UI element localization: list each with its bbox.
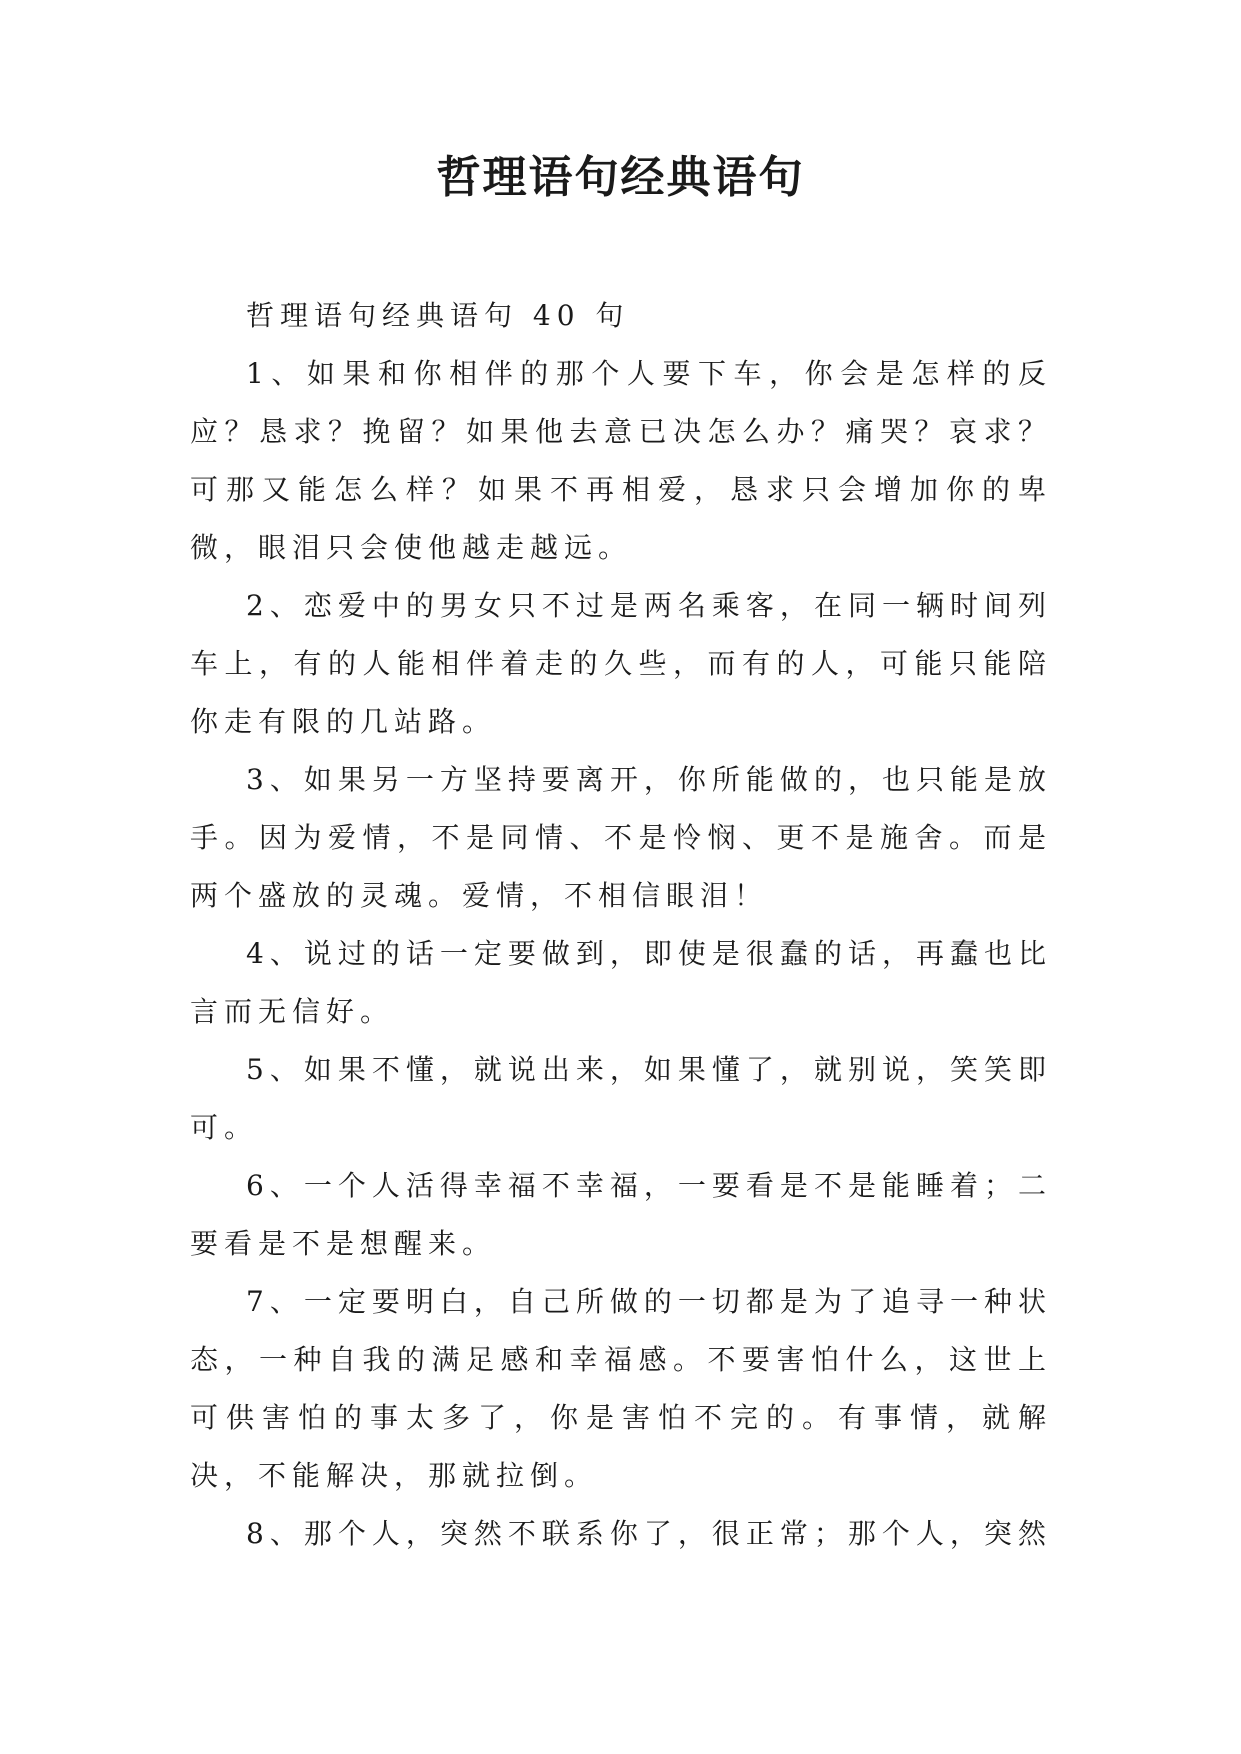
page-title: 哲理语句经典语句 bbox=[436, 152, 805, 203]
paragraph-8: 8、那个人，突然不联系你了，很正常；那个人，突然 bbox=[246, 1517, 1052, 1550]
paragraph-1: 1、如果和你相伴的那个人要下车，你会是怎样的反应？恳求？挽留？如果他去意已决怎么办？痛哭？哀求？可那又能怎么样？如果不再相爱，恳求只会增加你的卑微，眼泪只会使他越走越远。 bbox=[190, 357, 1052, 564]
paragraph-6: 6、一个人活得幸福不幸福，一要看是不是能睡着；二要看是不是想醒来。 bbox=[190, 1169, 1052, 1260]
paragraph-4: 4、说过的话一定要做到，即使是很蠢的话，再蠢也比言而无信好。 bbox=[190, 937, 1052, 1028]
paragraph-7: 7、一定要明白，自己所做的一切都是为了追寻一种状态，一种自我的满足感和幸福感。不要害怕什么，这世上可供害怕的事太多了，你是害怕不完的。有事情，就解决，不能解决，那就拉倒。 bbox=[190, 1285, 1052, 1492]
subtitle: 哲理语句经典语句 40 句 bbox=[246, 299, 630, 332]
paragraph-3: 3、如果另一方坚持要离开，你所能做的，也只能是放手。因为爱情，不是同情、不是怜悯、更不是施舍。而是两个盛放的灵魂。爱情，不相信眼泪！ bbox=[190, 763, 1052, 912]
document-body bbox=[190, 287, 1052, 1563]
paragraph-5: 5、如果不懂，就说出来，如果懂了，就别说，笑笑即可。 bbox=[190, 1053, 1052, 1144]
paragraph-2: 2、恋爱中的男女只不过是两名乘客，在同一辆时间列车上，有的人能相伴着走的久些，而有的人，可能只能陪你走有限的几站路。 bbox=[190, 589, 1052, 738]
